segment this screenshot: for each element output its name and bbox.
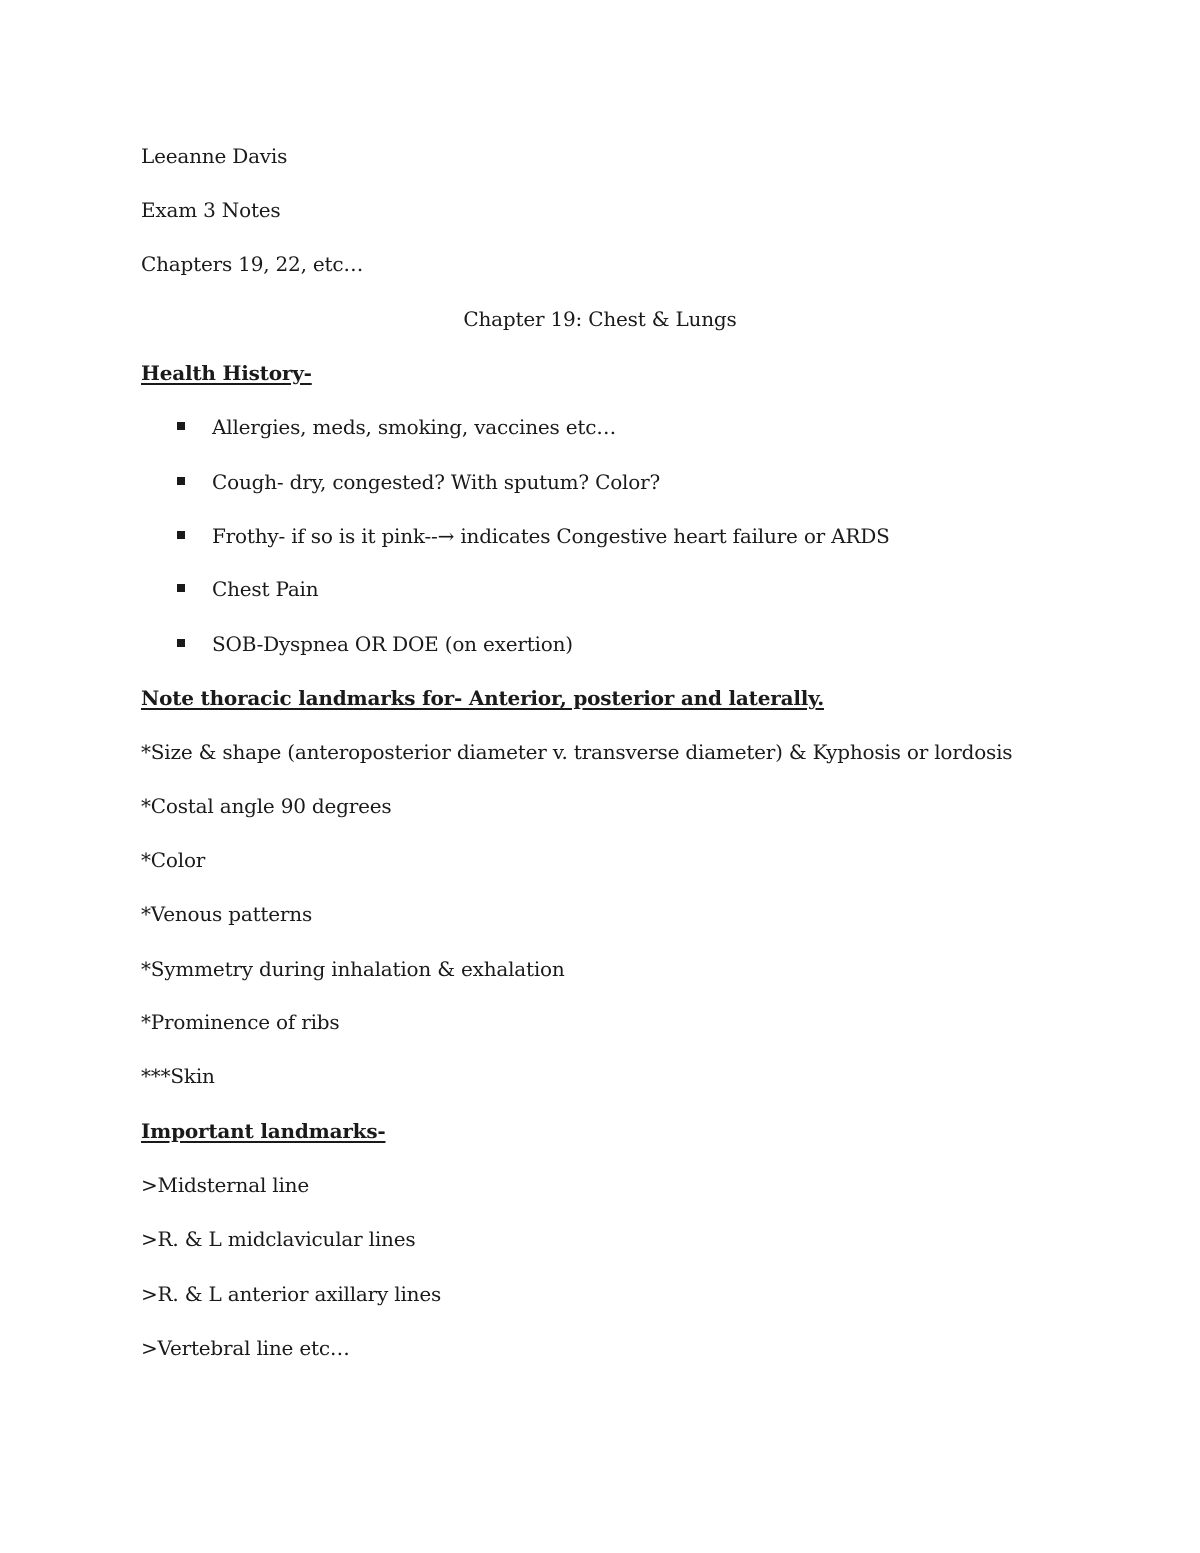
author-name: Leeanne Davis xyxy=(141,144,288,168)
thoracic-item: *Symmetry during inhalation & exhalation xyxy=(141,957,565,981)
thoracic-item: *Color xyxy=(141,848,206,872)
square-bullet-icon xyxy=(177,584,185,592)
chapters-line: Chapters 19, 22, etc… xyxy=(141,252,364,276)
landmark-item: >R. & L anterior axillary lines xyxy=(141,1282,442,1306)
thoracic-item: *Prominence of ribs xyxy=(141,1010,340,1034)
document-title: Exam 3 Notes xyxy=(141,198,281,222)
list-item-text: Frothy- if so is it pink--→ indicates Congestive heart failure or ARDS xyxy=(212,524,890,548)
square-bullet-icon xyxy=(177,422,185,430)
landmark-item: >Vertebral line etc… xyxy=(141,1336,350,1360)
list-item-text: SOB-Dyspnea OR DOE (on exertion) xyxy=(212,632,573,656)
square-bullet-icon xyxy=(177,531,185,539)
square-bullet-icon xyxy=(177,477,185,485)
health-history-heading: Health History- xyxy=(141,361,312,385)
landmark-item: >R. & L midclavicular lines xyxy=(141,1227,416,1251)
chapter-title: Chapter 19: Chest & Lungs xyxy=(463,307,737,331)
thoracic-heading: Note thoracic landmarks for- Anterior, posterior and laterally. xyxy=(141,686,825,710)
thoracic-item: *Size & shape (anteroposterior diameter v. transverse diameter) & Kyphosis or lordosis xyxy=(141,740,1013,764)
landmark-item: >Midsternal line xyxy=(141,1173,310,1197)
list-item-text: Chest Pain xyxy=(212,577,319,601)
list-item-text: Allergies, meds, smoking, vaccines etc… xyxy=(212,415,617,439)
square-bullet-icon xyxy=(177,639,185,647)
list-item-text: Cough- dry, congested? With sputum? Color? xyxy=(212,470,660,494)
thoracic-item: ***Skin xyxy=(141,1064,215,1088)
thoracic-item: *Venous patterns xyxy=(141,902,313,926)
landmarks-heading: Important landmarks- xyxy=(141,1119,386,1143)
thoracic-item: *Costal angle 90 degrees xyxy=(141,794,392,818)
